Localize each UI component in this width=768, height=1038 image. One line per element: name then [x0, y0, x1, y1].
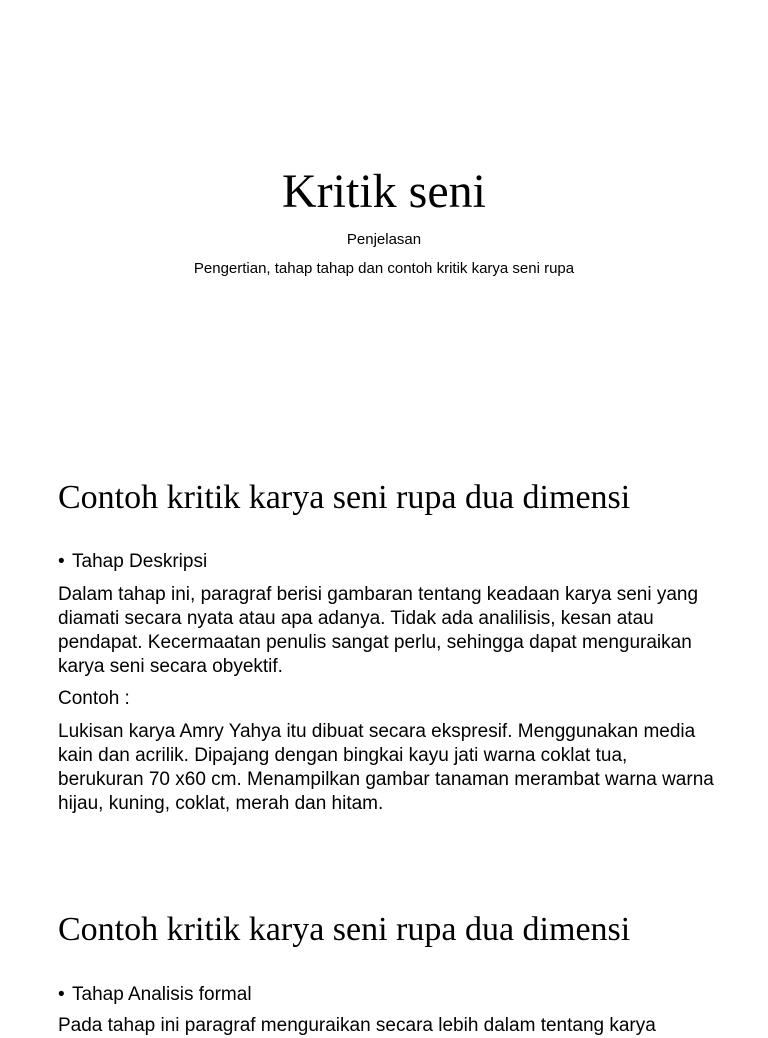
bullet-item — [58, 550, 207, 574]
bullet-item — [58, 983, 252, 1007]
slide-title: Kritik seni — [282, 165, 486, 218]
bullet-marker-icon: • — [58, 984, 65, 1005]
slide-heading: Contoh kritik karya seni rupa dua dimensi — [58, 911, 631, 948]
title-slide — [0, 0, 768, 432]
example-label: Contoh : — [58, 688, 130, 709]
slide-subtitle-label: Penjelasan — [346, 231, 422, 248]
bullet-marker-icon: • — [58, 551, 65, 572]
slide-subtitle-description: Pengertian, tahap tahap dan contoh kritik karya seni rupa — [193, 260, 575, 277]
slide-heading: Contoh kritik karya seni rupa dua dimensi — [58, 479, 631, 516]
example-paragraph: Lukisan karya Amry Yahya itu dibuat secara ekspresif. Menggunakan media kain dan acrilik. Dipajang dengan bingkai kayu jati warna coklat tua, berukuran 70 x60 cm. Menampilkan gambar tanaman merambat warna warna hijau, kuning, coklat, merah dan hitam. — [58, 721, 714, 814]
content-slide-deskripsi — [0, 432, 768, 864]
content-slide-analisis — [0, 864, 768, 1036]
body-paragraph: Pada tahap ini paragraf menguraikan secara lebih dalam tentang karya — [58, 1015, 656, 1036]
bullet-text: Tahap Deskripsi — [72, 551, 208, 572]
bullet-text: Tahap Analisis formal — [72, 984, 252, 1005]
body-paragraph: Dalam tahap ini, paragraf berisi gambaran tentang keadaan karya seni yang diamati secara nyata atau apa adanya. Tidak ada analilisis, kesan atau pendapat. Kecermaatan penulis sangat perlu, sehingga dapat menguraikan karya seni secara obyektif. — [58, 584, 699, 677]
